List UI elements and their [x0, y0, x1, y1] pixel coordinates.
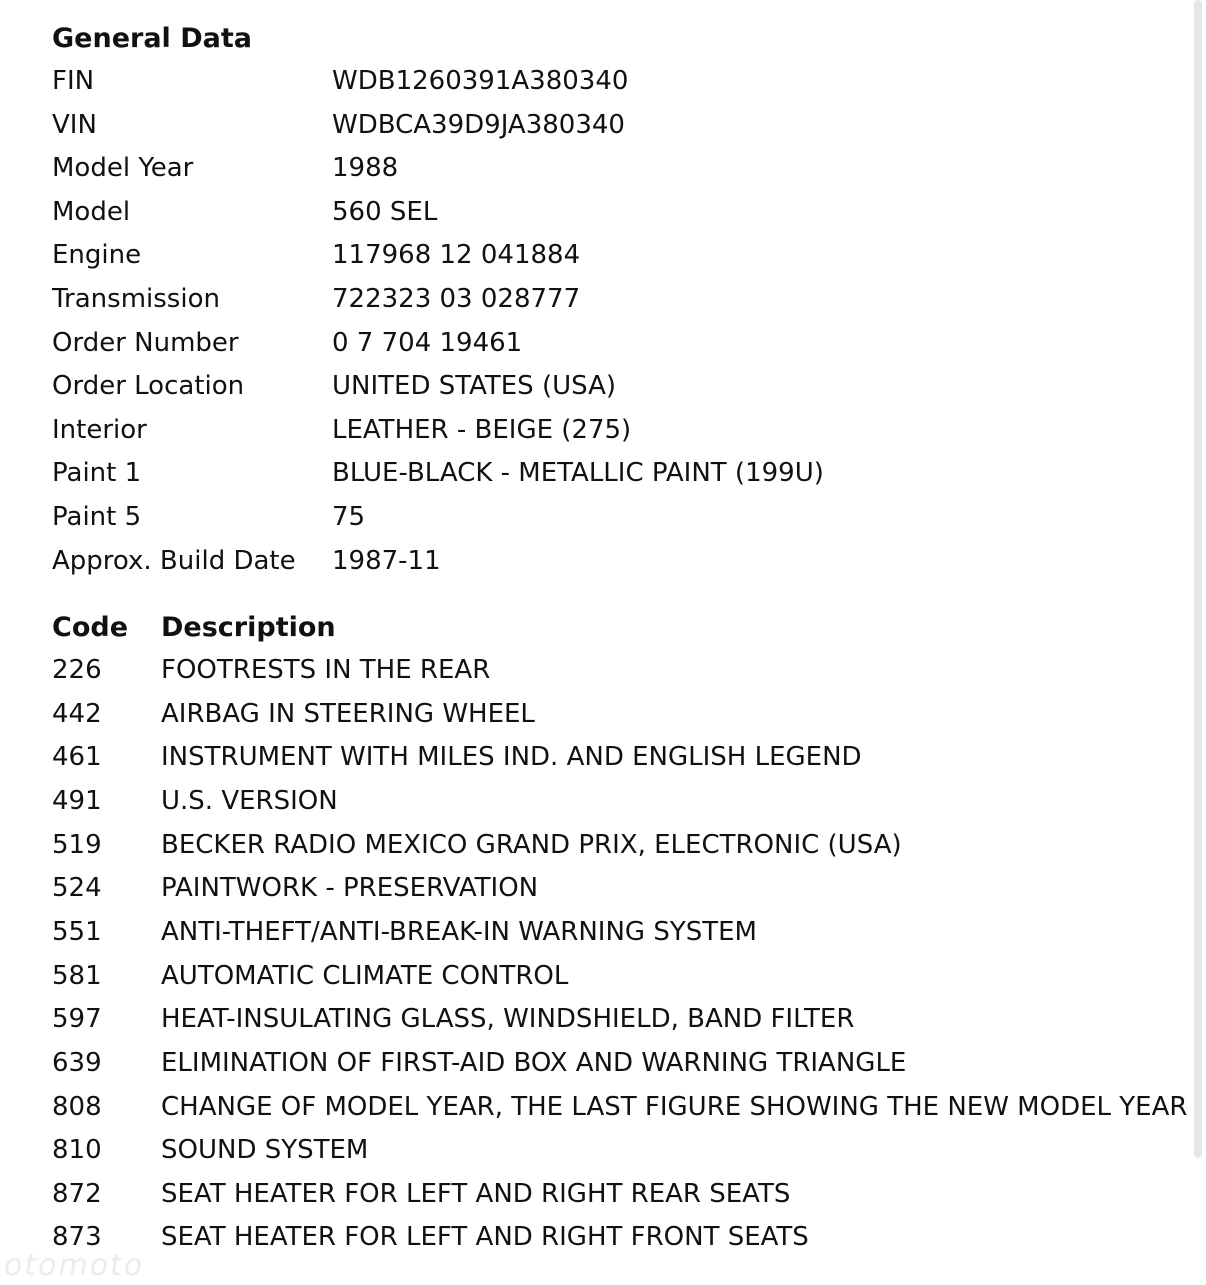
option-description: SEAT HEATER FOR LEFT AND RIGHT REAR SEATS: [161, 1178, 791, 1209]
general-data-row: [52, 234, 1192, 278]
field-value: WDBCA39D9JA380340: [332, 109, 625, 140]
vertical-scrollbar[interactable]: [1194, 0, 1202, 1158]
code-column-header: Code: [52, 612, 129, 644]
field-label: Engine: [52, 240, 142, 271]
option-description: AIRBAG IN STEERING WHEEL: [161, 698, 535, 729]
field-value: 0 7 704 19461: [332, 327, 523, 358]
field-value: 722323 03 028777: [332, 283, 581, 314]
code-row: [52, 1173, 1192, 1217]
option-code: 491: [52, 786, 102, 817]
code-row: [52, 736, 1192, 780]
description-column-header: Description: [161, 612, 336, 644]
codes-list: [52, 649, 1192, 1260]
code-row: [52, 1042, 1192, 1086]
general-data-row: [52, 452, 1192, 496]
field-value: LEATHER - BEIGE (275): [332, 414, 632, 445]
code-row: [52, 780, 1192, 824]
general-data-row: [52, 322, 1192, 366]
option-description: INSTRUMENT WITH MILES IND. AND ENGLISH LEGEND: [161, 742, 862, 773]
watermark-logo: otomoto: [4, 1248, 145, 1283]
general-data-row: [52, 104, 1192, 148]
field-value: 1987-11: [332, 545, 441, 576]
option-description: PAINTWORK - PRESERVATION: [161, 873, 539, 904]
option-code: 597: [52, 1004, 102, 1035]
field-label: Model: [52, 196, 131, 227]
option-description: FOOTRESTS IN THE REAR: [161, 655, 491, 686]
option-code: 551: [52, 916, 102, 947]
option-code: 808: [52, 1091, 102, 1122]
general-data-row: [52, 365, 1192, 409]
option-code: 226: [52, 655, 102, 686]
field-value: 75: [332, 501, 366, 532]
codes-header-row: [52, 606, 1192, 649]
code-row: [52, 867, 1192, 911]
option-code: 461: [52, 742, 102, 773]
field-label: Transmission: [52, 283, 220, 314]
code-row: [52, 824, 1192, 868]
option-code: 810: [52, 1135, 102, 1166]
option-description: SEAT HEATER FOR LEFT AND RIGHT FRONT SEATS: [161, 1222, 809, 1253]
option-code: 524: [52, 873, 102, 904]
general-data-row: [52, 409, 1192, 453]
general-data-row: [52, 278, 1192, 322]
equipment-codes-table: [52, 606, 1192, 1260]
field-label: Approx. Build Date: [52, 545, 296, 576]
option-description: CHANGE OF MODEL YEAR, THE LAST FIGURE SHOWING THE NEW MODEL YEAR: [161, 1091, 1188, 1122]
general-data-row: [52, 540, 1192, 584]
code-row: [52, 1129, 1192, 1173]
option-description: ELIMINATION OF FIRST-AID BOX AND WARNING TRIANGLE: [161, 1047, 907, 1078]
code-row: [52, 955, 1192, 999]
option-description: SOUND SYSTEM: [161, 1135, 369, 1166]
general-data-row: [52, 191, 1192, 235]
option-description: AUTOMATIC CLIMATE CONTROL: [161, 960, 569, 991]
option-code: 442: [52, 698, 102, 729]
field-label: Model Year: [52, 153, 194, 184]
field-value: WDB1260391A380340: [332, 66, 629, 96]
field-value: UNITED STATES (USA): [332, 371, 617, 402]
option-code: 581: [52, 960, 102, 991]
general-data-row: [52, 496, 1192, 540]
option-description: BECKER RADIO MEXICO GRAND PRIX, ELECTRONIC (USA): [161, 829, 902, 860]
field-value: 560 SEL: [332, 196, 438, 227]
field-label: Order Location: [52, 371, 245, 402]
vehicle-data-sheet: [52, 18, 1192, 1260]
field-label: Paint 5: [52, 501, 142, 532]
option-code: 872: [52, 1178, 102, 1209]
field-label: VIN: [52, 109, 97, 140]
option-code: 873: [52, 1222, 102, 1253]
field-value: BLUE-BLACK - METALLIC PAINT (199U): [332, 458, 824, 489]
code-row: [52, 649, 1192, 693]
code-row: [52, 693, 1192, 737]
option-description: ANTI-THEFT/ANTI-BREAK-IN WARNING SYSTEM: [161, 916, 757, 947]
code-row: [52, 1086, 1192, 1130]
option-description: U.S. VERSION: [161, 786, 338, 817]
field-value: 1988: [332, 153, 399, 184]
option-code: 519: [52, 829, 102, 860]
code-row: [52, 911, 1192, 955]
field-label: Order Number: [52, 327, 239, 358]
field-label: FIN: [52, 66, 95, 96]
code-row: [52, 1216, 1192, 1260]
general-data-row: [52, 147, 1192, 191]
option-code: 639: [52, 1047, 102, 1078]
general-data-title: General Data: [52, 23, 252, 54]
general-data-list: [52, 60, 1192, 583]
option-description: HEAT-INSULATING GLASS, WINDSHIELD, BAND FILTER: [161, 1004, 855, 1035]
general-data-row: [52, 60, 1192, 104]
field-label: Paint 1: [52, 458, 142, 489]
field-value: 117968 12 041884: [332, 240, 581, 271]
code-row: [52, 998, 1192, 1042]
field-label: Interior: [52, 414, 147, 445]
